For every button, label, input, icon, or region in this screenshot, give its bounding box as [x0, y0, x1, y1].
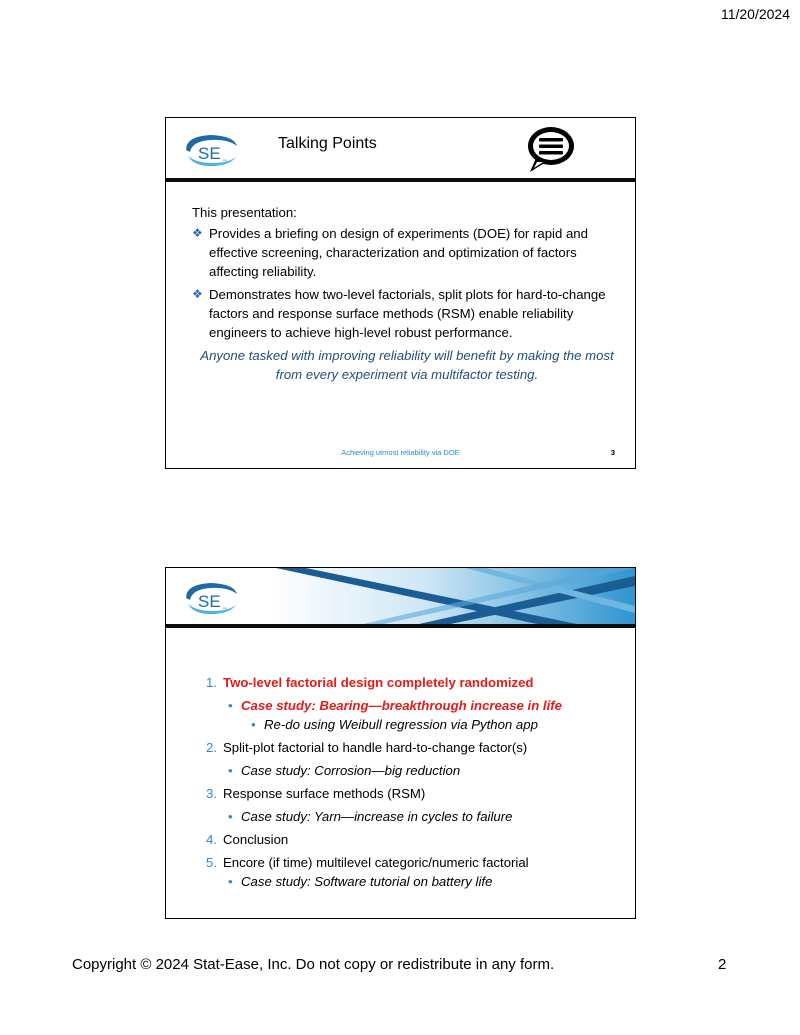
- diamond-cluster-icon: ❖: [192, 287, 203, 301]
- svg-text:inc: inc: [223, 606, 227, 610]
- sub-item: • Case study: Yarn—increase in cycles to failure: [228, 809, 513, 824]
- svg-text:inc: inc: [223, 158, 227, 162]
- page-number: 2: [718, 956, 727, 973]
- date: 11/20/2024: [720, 6, 790, 22]
- list-item: 3. Response surface methods (RSM): [206, 786, 426, 801]
- svg-text:SE: SE: [198, 144, 221, 163]
- sub-item: • Case study: Corrosion—big reduction: [228, 763, 461, 778]
- header-rule: [166, 178, 635, 182]
- bullet-item: ❖ Demonstrates how two-level factorials, split plots for hard-to-change factors and response surface methods (RSM) enable reliability engineers to achieve high-level robust performance.: [192, 287, 606, 340]
- slide-title: Talking Points: [278, 135, 377, 152]
- speech-bubble-icon: [524, 124, 576, 174]
- bullet-item: ❖ Provides a briefing on design of experiments (DOE) for rapid and effective screening, characterization and optimization of factors affecting reliability.: [192, 226, 588, 279]
- slide-body: [192, 203, 622, 384]
- list-item: 4. Conclusion: [206, 832, 289, 847]
- slide-header: [166, 118, 635, 178]
- slide-talking-points: [165, 117, 636, 469]
- list-item: 1. Two-level factorial design completely randomized: [206, 675, 534, 690]
- stat-ease-logo: [182, 578, 240, 618]
- slide-agenda: [165, 567, 636, 919]
- sub-sub-item: • Re-do using Weibull regression via Python app: [251, 717, 538, 732]
- diamond-cluster-icon: ❖: [192, 226, 203, 240]
- svg-text:SE: SE: [198, 592, 221, 611]
- slide-footer: Achieving utmost reliability via DOE: [341, 448, 460, 457]
- sub-item: • Case study: Bearing—breakthrough increase in life: [228, 698, 562, 713]
- intro-text: This presentation:: [192, 205, 297, 220]
- slide-number: 3: [610, 448, 615, 457]
- copyright-notice: Copyright © 2024 Stat-Ease, Inc. Do not copy or redistribute in any form.: [72, 956, 555, 973]
- agenda-list: [206, 673, 626, 891]
- quote-text: Anyone tasked with improving reliability will benefit by making the most from every experiment via multifactor testing.: [200, 348, 614, 382]
- list-item: 5. Encore (if time) multilevel categoric/numeric factorial: [206, 855, 529, 870]
- list-item: 2. Split-plot factorial to handle hard-to-change factor(s): [206, 740, 528, 755]
- stat-ease-logo: [182, 130, 240, 170]
- sub-item: • Case study: Software tutorial on battery life: [228, 874, 493, 889]
